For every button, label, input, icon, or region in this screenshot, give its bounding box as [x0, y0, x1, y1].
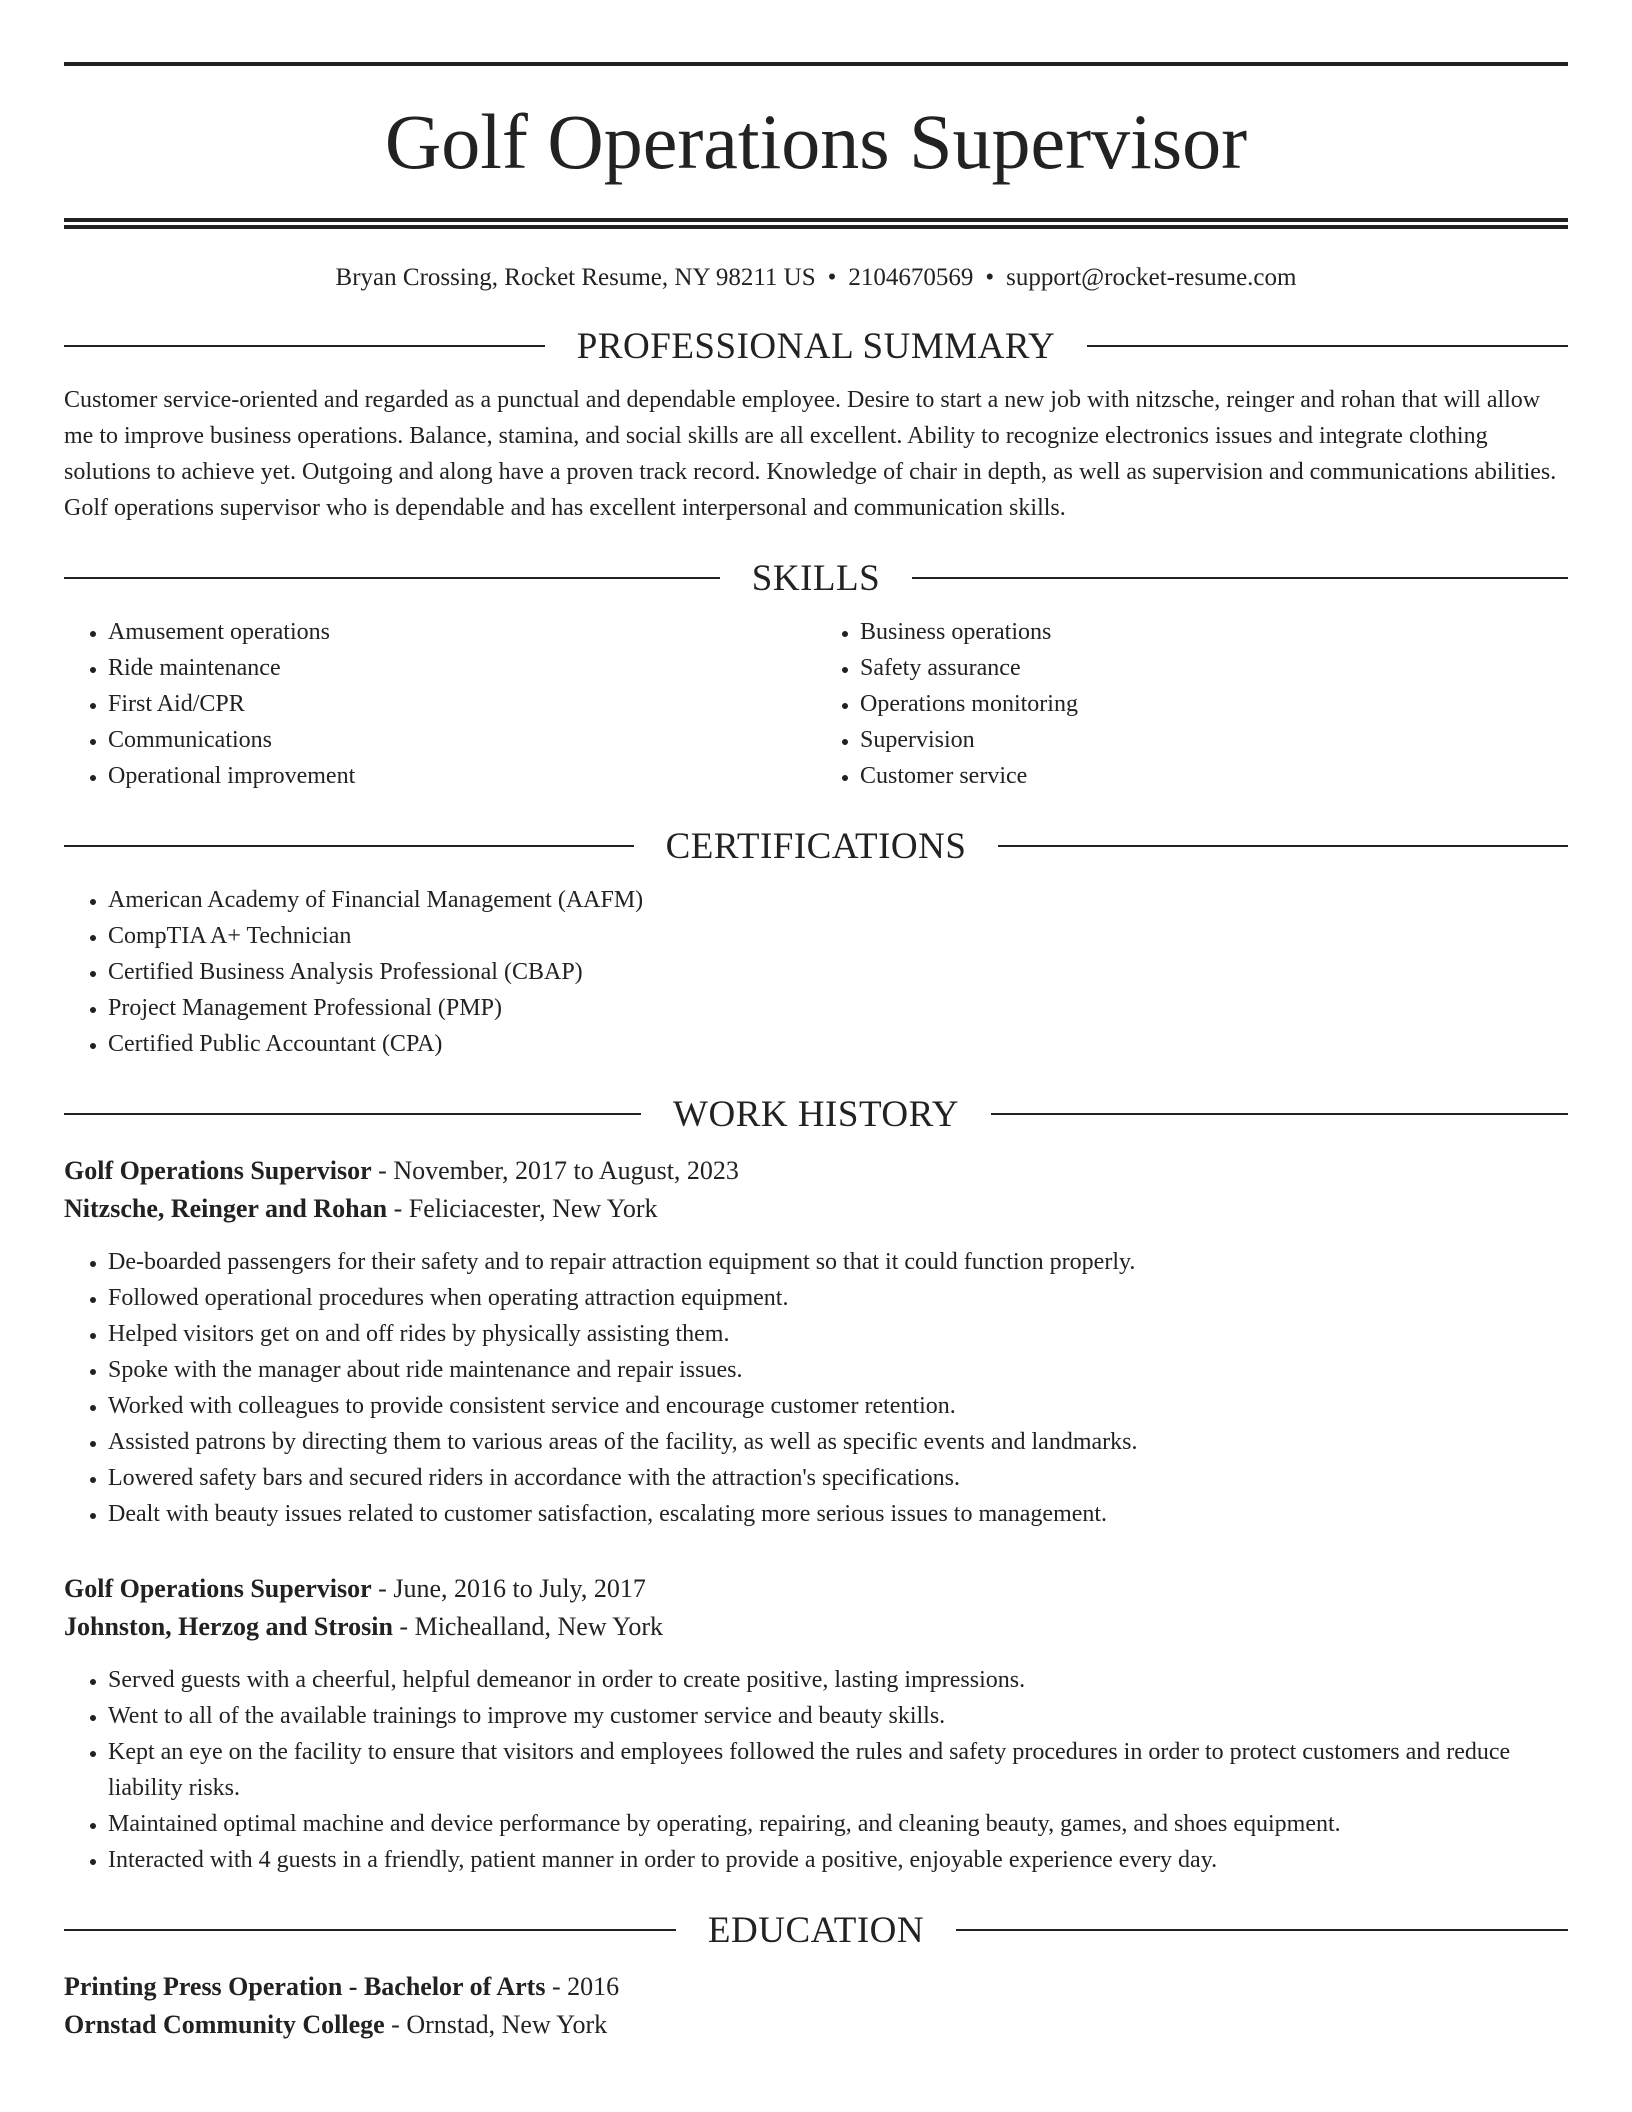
certification-item: • Certified Public Accountant (CPA)	[108, 1026, 1568, 1062]
job-bullet: • Followed operational procedures when operating attraction equipment.	[108, 1280, 1568, 1316]
skill-item: • Business operations	[860, 614, 1568, 650]
certification-item: • Certified Business Analysis Professional (CBAP)	[108, 954, 1568, 990]
skill-item: • Ride maintenance	[108, 650, 816, 686]
education-degree-line	[64, 1968, 1568, 2006]
education-school: Ornstad Community College	[64, 2010, 385, 2039]
job-title-line	[64, 1152, 1568, 1190]
resume-title: Golf Operations Supervisor	[384, 98, 1248, 185]
heading-rule	[64, 1113, 641, 1115]
job-company: Nitzsche, Reinger and Rohan	[64, 1194, 388, 1223]
contact-phone: 2104670569	[848, 264, 974, 291]
education-entry	[64, 1968, 1568, 2044]
job-role: Golf Operations Supervisor	[64, 1156, 372, 1185]
certifications-list	[64, 882, 1568, 1062]
skills-list	[64, 614, 1568, 794]
heading-rule	[64, 577, 720, 579]
job-dates: - November, 2017 to August, 2023	[371, 1156, 739, 1185]
section-heading-certifications	[64, 822, 1568, 870]
certification-item: • American Academy of Financial Management (AAFM)	[108, 882, 1568, 918]
job-bullet: • Kept an eye on the facility to ensure that visitors and employees followed the rules and safety procedures in order to protect customers and reduce liability risks.	[108, 1734, 1568, 1806]
heading-rule	[956, 1929, 1568, 1931]
job-bullet: • Served guests with a cheerful, helpful demeanor in order to create positive, lasting impressions.	[108, 1662, 1568, 1698]
job-role: Golf Operations Supervisor	[64, 1574, 372, 1603]
job-bullet: • Spoke with the manager about ride maintenance and repair issues.	[108, 1352, 1568, 1388]
heading-rule	[912, 577, 1568, 579]
skills-column-right	[816, 614, 1568, 794]
skill-item: • Operations monitoring	[860, 686, 1568, 722]
section-title: WORK HISTORY	[673, 1093, 959, 1135]
job-company: Johnston, Herzog and Strosin	[64, 1612, 393, 1641]
contact-address: Bryan Crossing, Rocket Resume, NY 98211 US	[335, 264, 816, 291]
job-bullet: • Assisted patrons by directing them to various areas of the facility, as well as specific events and landmarks.	[108, 1424, 1568, 1460]
top-rule	[64, 62, 1568, 66]
job-bullet: • Dealt with beauty issues related to customer satisfaction, escalating more serious issues to management.	[108, 1496, 1568, 1532]
heading-rule	[991, 1113, 1568, 1115]
contact-line	[64, 262, 1568, 294]
heading-rule	[1087, 345, 1568, 347]
job-bullet: • Interacted with 4 guests in a friendly, patient manner in order to provide a positive, enjoyable experience every day.	[108, 1842, 1568, 1878]
education-school-line	[64, 2006, 1568, 2044]
job-bullets	[64, 1244, 1568, 1532]
skill-item: • Communications	[108, 722, 816, 758]
heading-rule	[64, 1929, 676, 1931]
section-title: CERTIFICATIONS	[665, 825, 967, 867]
education-year: - 2016	[545, 1972, 620, 2001]
job-company-line	[64, 1190, 1568, 1228]
skill-item: • Customer service	[860, 758, 1568, 794]
title-double-rule	[64, 218, 1568, 229]
section-title: PROFESSIONAL SUMMARY	[576, 325, 1056, 367]
section-title: SKILLS	[751, 557, 881, 599]
resume-content	[64, 0, 1568, 2044]
job-title-line	[64, 1570, 1568, 1608]
job-dates: - June, 2016 to July, 2017	[371, 1574, 646, 1603]
skill-item: • Amusement operations	[108, 614, 816, 650]
certification-item: • CompTIA A+ Technician	[108, 918, 1568, 954]
job-bullet: • Worked with colleagues to provide consistent service and encourage customer retention.	[108, 1388, 1568, 1424]
education-degree: Printing Press Operation - Bachelor of Arts	[64, 1972, 546, 2001]
heading-rule	[64, 345, 545, 347]
section-heading-skills	[64, 554, 1568, 602]
skills-column-left	[64, 614, 816, 794]
job-company-line	[64, 1608, 1568, 1646]
job-location: - Feliciacester, New York	[387, 1194, 658, 1223]
summary-text: Customer service-oriented and regarded as a punctual and dependable employee. Desire to start a new job with nitzsche, reinger and rohan that will allow me to improve business operations. Balance, stamina, and social skills are all excellent. Ability to recognize electronics issues and integrate clothing solutions to achieve yet. Outgoing and along have a proven track record. Knowledge of chair in depth, as well as supervision and communications abilities. Golf operations supervisor who is dependable and has excellent interpersonal and communication skills.	[64, 387, 1557, 521]
skill-item: • Supervision	[860, 722, 1568, 758]
skill-item: • Operational improvement	[108, 758, 816, 794]
skill-item: • First Aid/CPR	[108, 686, 816, 722]
contact-separator: •	[827, 264, 837, 291]
section-title: EDUCATION	[707, 1909, 925, 1951]
section-heading-summary	[64, 322, 1568, 370]
section-heading-work-history	[64, 1090, 1568, 1138]
job-bullet: • De-boarded passengers for their safety and to repair attraction equipment so that it could function properly.	[108, 1244, 1568, 1280]
job-entry	[64, 1570, 1568, 1878]
heading-rule	[998, 845, 1568, 847]
heading-rule	[64, 845, 634, 847]
job-location: - Michealland, New York	[392, 1612, 663, 1641]
education-location: - Ornstad, New York	[384, 2010, 608, 2039]
certification-item: • Project Management Professional (PMP)	[108, 990, 1568, 1026]
skill-item: • Safety assurance	[860, 650, 1568, 686]
contact-separator: •	[985, 264, 995, 291]
job-entry	[64, 1152, 1568, 1532]
section-heading-education	[64, 1906, 1568, 1954]
job-bullet: • Helped visitors get on and off rides by physically assisting them.	[108, 1316, 1568, 1352]
job-bullets	[64, 1662, 1568, 1878]
contact-email: support@rocket-resume.com	[1006, 264, 1297, 291]
job-bullet: • Went to all of the available trainings to improve my customer service and beauty skills.	[108, 1698, 1568, 1734]
job-bullet: • Maintained optimal machine and device performance by operating, repairing, and cleaning beauty, games, and shoes equipment.	[108, 1806, 1568, 1842]
job-bullet: • Lowered safety bars and secured riders in accordance with the attraction's specifications.	[108, 1460, 1568, 1496]
